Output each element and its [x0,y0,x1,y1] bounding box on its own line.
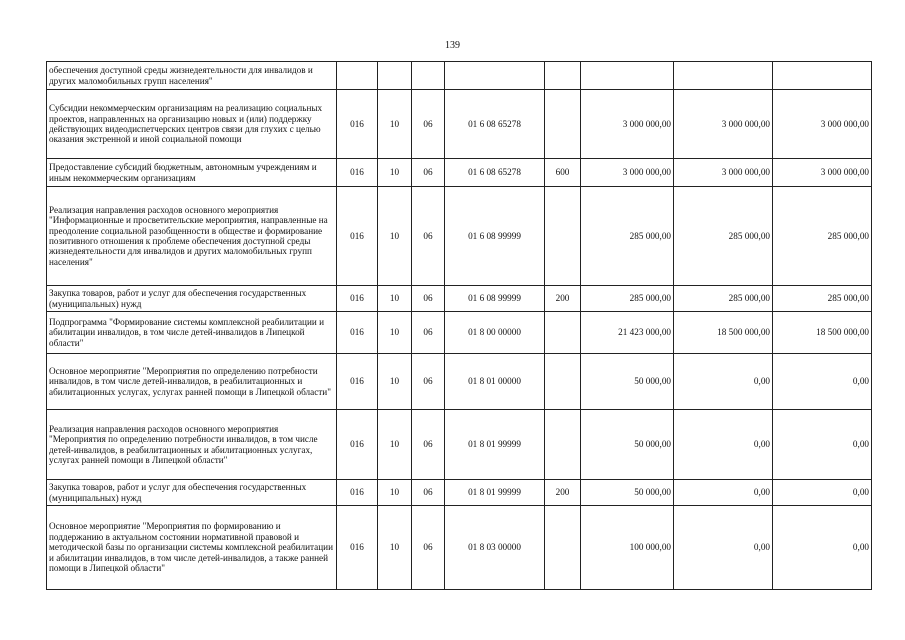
ministry-code: 016 [337,506,378,590]
subsection-code: 06 [412,159,445,187]
subsection-code: 06 [412,354,445,410]
amount-year-3: 285 000,00 [773,187,872,286]
row-description: Субсидии некоммерческим организациям на реализацию социальных проектов, направленных на организацию новых и (или) поддержку действующих видеодиспетчерских центров связи для глухих с целью оказания экстренной и иной социальной помощи [47,90,337,159]
amount-year-2: 0,00 [674,410,773,480]
amount-year-3: 0,00 [773,506,872,590]
subsection-code: 06 [412,506,445,590]
expense-type-code: 600 [545,159,581,187]
amount-year-2 [674,62,773,90]
amount-year-3: 3 000 000,00 [773,159,872,187]
subsection-code: 06 [412,187,445,286]
row-description: Закупка товаров, работ и услуг для обеспечения государственных (муниципальных) нужд [47,480,337,506]
expense-type-code [545,187,581,286]
row-description: Основное мероприятие "Мероприятия по формированию и поддержанию в актуальном состоянии нормативной правовой и методической базы по организации системы комплексной реабилитации и абилитации инвалидов, в том числе детей-инвалидов, а также ранней помощи в Липецкой области" [47,506,337,590]
amount-year-3: 3 000 000,00 [773,90,872,159]
ministry-code: 016 [337,354,378,410]
expense-type-code [545,62,581,90]
amount-year-1: 100 000,00 [581,506,674,590]
table-row [47,312,872,354]
ministry-code: 016 [337,312,378,354]
ministry-code: 016 [337,90,378,159]
amount-year-2: 3 000 000,00 [674,90,773,159]
amount-year-1: 285 000,00 [581,187,674,286]
table-row [47,480,872,506]
ministry-code: 016 [337,480,378,506]
section-code: 10 [378,354,412,410]
expense-type-code [545,90,581,159]
row-description: Реализация направления расходов основного мероприятия "Информационные и просветительские мероприятия, направленные на преодоление социальной разобщенности в обществе и формирование позитивного отношения к проблеме обеспечения доступной среды жизнедеятельности для инвалидов и других маломобильных групп населения" [47,187,337,286]
target-article-code: 01 6 08 99999 [445,187,545,286]
section-code: 10 [378,286,412,312]
section-code: 10 [378,410,412,480]
expense-type-code [545,312,581,354]
row-description: Реализация направления расходов основного мероприятия "Мероприятия по определению потребности инвалидов, в том числе детей-инвалидов, в реабилитационных и абилитационных услугах, услугах ранней помощи в Липецкой области" [47,410,337,480]
amount-year-3: 0,00 [773,410,872,480]
amount-year-2: 285 000,00 [674,187,773,286]
target-article-code: 01 8 00 00000 [445,312,545,354]
expense-type-code: 200 [545,480,581,506]
expense-type-code [545,410,581,480]
budget-table [46,61,872,590]
row-description: обеспечения доступной среды жизнедеятельности для инвалидов и других маломобильных групп населения" [47,62,337,90]
expense-type-code: 200 [545,286,581,312]
ministry-code [337,62,378,90]
section-code: 10 [378,90,412,159]
subsection-code: 06 [412,90,445,159]
target-article-code: 01 8 01 00000 [445,354,545,410]
expense-type-code [545,506,581,590]
row-description: Основное мероприятие "Мероприятия по определению потребности инвалидов, в том числе детей-инвалидов, в реабилитационных и абилитационных услугах, услугах ранней помощи в Липецкой области" [47,354,337,410]
amount-year-1: 21 423 000,00 [581,312,674,354]
amount-year-1: 50 000,00 [581,480,674,506]
row-description: Закупка товаров, работ и услуг для обеспечения государственных (муниципальных) нужд [47,286,337,312]
target-article-code: 01 6 08 65278 [445,90,545,159]
amount-year-3: 18 500 000,00 [773,312,872,354]
amount-year-1 [581,62,674,90]
target-article-code: 01 6 08 99999 [445,286,545,312]
section-code: 10 [378,312,412,354]
row-description: Предоставление субсидий бюджетным, автономным учреждениям и иным некоммерческим организациям [47,159,337,187]
ministry-code: 016 [337,187,378,286]
amount-year-2: 3 000 000,00 [674,159,773,187]
amount-year-2: 0,00 [674,480,773,506]
target-article-code [445,62,545,90]
table-row [47,90,872,159]
target-article-code: 01 8 01 99999 [445,410,545,480]
section-code: 10 [378,506,412,590]
table-row [47,354,872,410]
amount-year-1: 50 000,00 [581,354,674,410]
ministry-code: 016 [337,286,378,312]
amount-year-1: 50 000,00 [581,410,674,480]
section-code: 10 [378,159,412,187]
section-code [378,62,412,90]
amount-year-1: 3 000 000,00 [581,90,674,159]
amount-year-1: 285 000,00 [581,286,674,312]
table-row [47,506,872,590]
amount-year-3: 285 000,00 [773,286,872,312]
subsection-code [412,62,445,90]
table-row [47,286,872,312]
amount-year-3: 0,00 [773,480,872,506]
table-row [47,159,872,187]
amount-year-2: 0,00 [674,354,773,410]
target-article-code: 01 8 01 99999 [445,480,545,506]
table-row [47,187,872,286]
subsection-code: 06 [412,312,445,354]
row-description: Подпрограмма "Формирование системы комплексной реабилитации и абилитации инвалидов, в том числе детей-инвалидов в Липецкой области" [47,312,337,354]
table-row [47,62,872,90]
amount-year-2: 0,00 [674,506,773,590]
amount-year-3 [773,62,872,90]
subsection-code: 06 [412,286,445,312]
subsection-code: 06 [412,480,445,506]
ministry-code: 016 [337,410,378,480]
target-article-code: 01 8 03 00000 [445,506,545,590]
expense-type-code [545,354,581,410]
target-article-code: 01 6 08 65278 [445,159,545,187]
section-code: 10 [378,480,412,506]
amount-year-1: 3 000 000,00 [581,159,674,187]
subsection-code: 06 [412,410,445,480]
amount-year-2: 18 500 000,00 [674,312,773,354]
ministry-code: 016 [337,159,378,187]
section-code: 10 [378,187,412,286]
page-number: 139 [445,40,460,51]
amount-year-2: 285 000,00 [674,286,773,312]
amount-year-3: 0,00 [773,354,872,410]
table-row [47,410,872,480]
